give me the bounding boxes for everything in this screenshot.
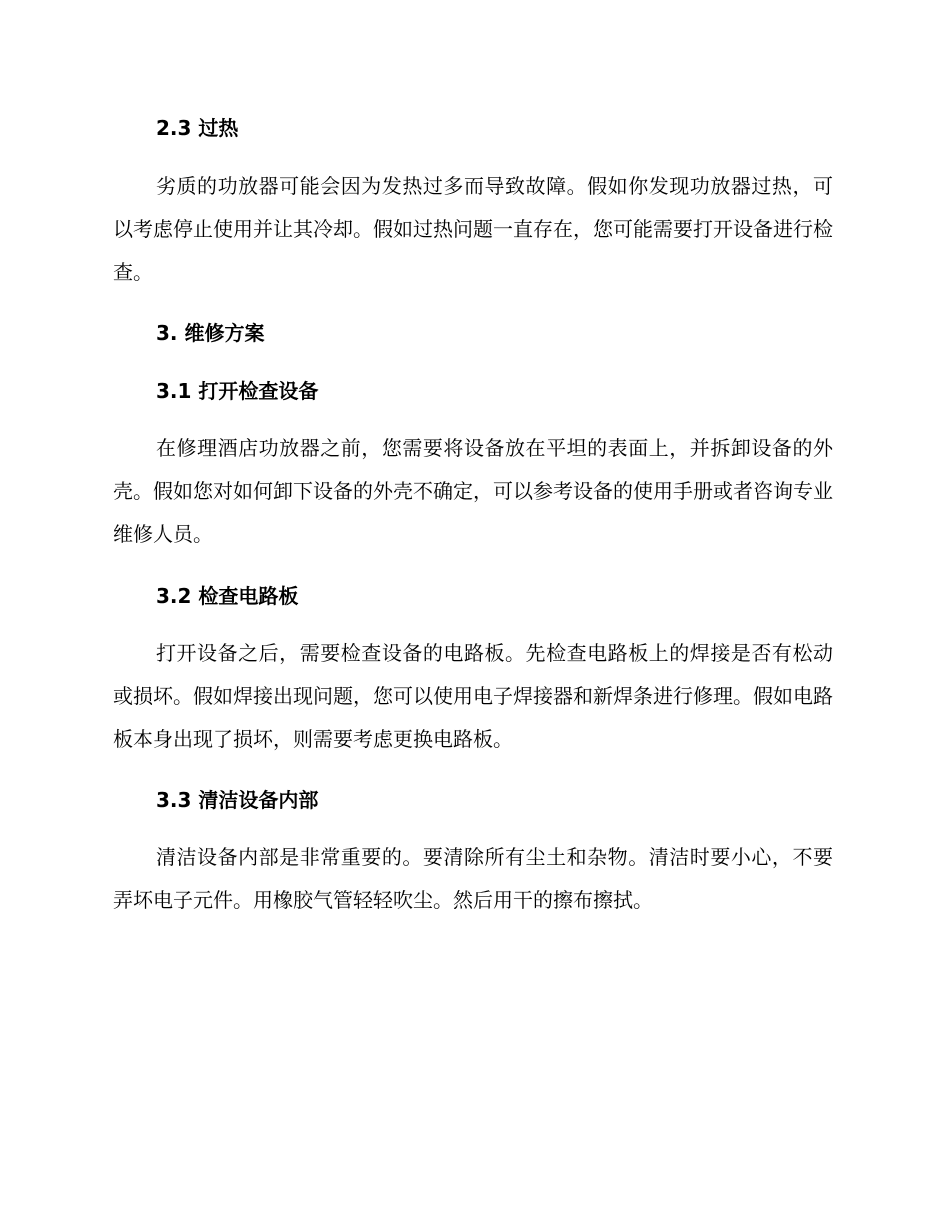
section-heading-overheating: 2.3 过热 [156, 116, 239, 140]
paragraph-clean-interior: 清洁设备内部是非常重要的。要清除所有尘土和杂物。清洁时要小心，不要弄坏电子元件。用橡胶气管轻轻吹尘。然后用干的擦布擦拭。 [113, 845, 833, 912]
section-heading-repair-plan: 3. 维修方案 [156, 321, 265, 345]
section-heading-clean-interior: 3.3 清洁设备内部 [156, 788, 319, 812]
section-heading-open-device: 3.1 打开检查设备 [156, 379, 319, 403]
section-heading-circuit-board: 3.2 检查电路板 [156, 584, 299, 608]
paragraph-overheating: 劣质的功放器可能会因为发热过多而导致故障。假如你发现功放器过热，可以考虑停止使用并让其冷却。假如过热问题一直存在，您可能需要打开设备进行检查。 [113, 174, 833, 284]
paragraph-open-device: 在修理酒店功放器之前，您需要将设备放在平坦的表面上，并拆卸设备的外壳。假如您对如何卸下设备的外壳不确定，可以参考设备的使用手册或者咨询专业维修人员。 [113, 436, 833, 546]
paragraph-circuit-board: 打开设备之后，需要检查设备的电路板。先检查电路板上的焊接是否有松动或损坏。假如焊接出现问题，您可以使用电子焊接器和新焊条进行修理。假如电路板本身出现了损坏，则需要考虑更换电路板。 [113, 641, 833, 751]
